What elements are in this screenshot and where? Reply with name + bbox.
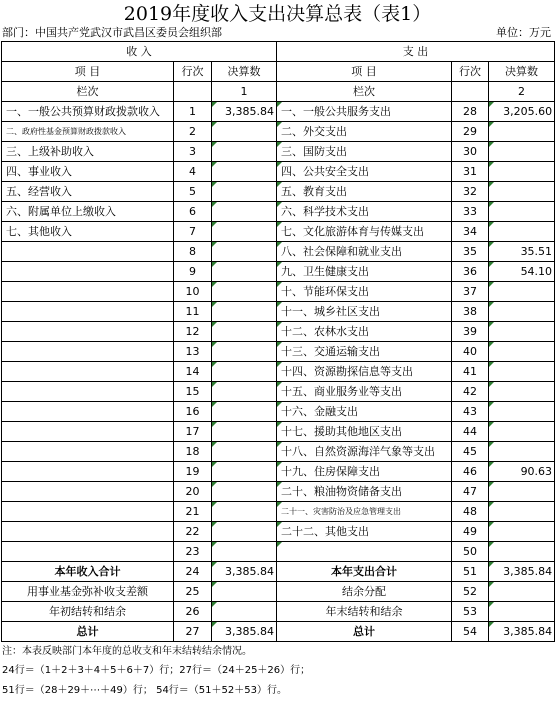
expense-amount [489, 162, 555, 182]
income-amount [212, 202, 277, 222]
expense-item: 八、社会保障和就业支出 [277, 242, 452, 262]
expense-total-amount [489, 582, 555, 602]
expense-amount-header: 决算数 [489, 62, 555, 82]
income-row-no: 15 [174, 382, 212, 402]
income-item [2, 422, 174, 442]
expense-total-amount: 3,385.84 [489, 622, 555, 642]
income-row-no: 20 [174, 482, 212, 502]
expense-item: 九、卫生健康支出 [277, 262, 452, 282]
table-row [2, 222, 555, 242]
income-item [2, 442, 174, 462]
expense-amount [489, 522, 555, 542]
expense-row-no: 45 [452, 442, 489, 462]
table-row [2, 122, 555, 142]
income-item: 二、政府性基金预算财政拨款收入 [2, 122, 174, 142]
expense-row-no: 38 [452, 302, 489, 322]
income-item: 七、其他收入 [2, 222, 174, 242]
expense-row-no: 35 [452, 242, 489, 262]
expense-rowno-header: 行次 [452, 62, 489, 82]
expense-row-no: 33 [452, 202, 489, 222]
expense-item: 七、文化旅游体育与传媒支出 [277, 222, 452, 242]
expense-row-no: 40 [452, 342, 489, 362]
income-row-no: 4 [174, 162, 212, 182]
table-row [2, 142, 555, 162]
expense-section-header: 支 出 [277, 42, 555, 62]
income-item [2, 522, 174, 542]
income-amount [212, 362, 277, 382]
income-amount-header: 决算数 [212, 62, 277, 82]
expense-item: 二十一、灾害防治及应急管理支出 [277, 502, 452, 522]
table-row [2, 362, 555, 382]
expense-item-header: 项 目 [277, 62, 452, 82]
income-amount [212, 282, 277, 302]
expense-col-blank [452, 82, 489, 102]
expense-amount [489, 442, 555, 462]
expense-item: 二、外交支出 [277, 122, 452, 142]
table-row [2, 202, 555, 222]
income-amount [212, 222, 277, 242]
expense-item: 十六、金融支出 [277, 402, 452, 422]
income-item-header: 项 目 [2, 62, 174, 82]
income-col-index: 1 [212, 82, 277, 102]
income-amount [212, 142, 277, 162]
table-row [2, 162, 555, 182]
income-item [2, 322, 174, 342]
column-index-row [2, 82, 555, 102]
table-row [2, 482, 555, 502]
income-item [2, 462, 174, 482]
expense-row-no: 43 [452, 402, 489, 422]
expense-amount: 3,205.60 [489, 102, 555, 122]
income-item [2, 362, 174, 382]
budget-table [1, 41, 555, 642]
expense-item: 二十二、其他支出 [277, 522, 452, 542]
expense-row-no: 29 [452, 122, 489, 142]
income-total-row-no: 24 [174, 562, 212, 582]
income-item: 四、事业收入 [2, 162, 174, 182]
income-total-label: 用事业基金弥补收支差额 [2, 582, 174, 602]
income-amount [212, 522, 277, 542]
expense-amount: 35.51 [489, 242, 555, 262]
income-item [2, 242, 174, 262]
expense-row-no: 44 [452, 422, 489, 442]
expense-total-row-no: 53 [452, 602, 489, 622]
income-item: 五、经营收入 [2, 182, 174, 202]
expense-total-row-no: 52 [452, 582, 489, 602]
income-row-no: 10 [174, 282, 212, 302]
expense-row-no: 50 [452, 542, 489, 562]
table-row [2, 182, 555, 202]
income-total-amount: 3,385.84 [212, 562, 277, 582]
expense-item: 四、公共安全支出 [277, 162, 452, 182]
table-row [2, 342, 555, 362]
expense-item [277, 542, 452, 562]
expense-item: 一、一般公共服务支出 [277, 102, 452, 122]
expense-item: 十四、资源勘探信息等支出 [277, 362, 452, 382]
expense-item: 十三、交通运输支出 [277, 342, 452, 362]
table-row [2, 382, 555, 402]
income-row-no: 9 [174, 262, 212, 282]
expense-row-no: 34 [452, 222, 489, 242]
expense-amount: 90.63 [489, 462, 555, 482]
income-amount [212, 322, 277, 342]
income-item [2, 302, 174, 322]
income-amount [212, 482, 277, 502]
expense-item: 十九、住房保障支出 [277, 462, 452, 482]
department-label: 部门：中国共产党武汉市武昌区委员会组织部 [2, 26, 222, 39]
expense-row-no: 41 [452, 362, 489, 382]
expense-item: 六、科学技术支出 [277, 202, 452, 222]
expense-amount [489, 182, 555, 202]
expense-total-row-no: 54 [452, 622, 489, 642]
income-row-no: 2 [174, 122, 212, 142]
table-row [2, 422, 555, 442]
expense-row-no: 28 [452, 102, 489, 122]
table-row [2, 102, 555, 122]
expense-amount [489, 502, 555, 522]
expense-amount [489, 222, 555, 242]
income-item [2, 482, 174, 502]
expense-row-no: 42 [452, 382, 489, 402]
expense-row-no: 37 [452, 282, 489, 302]
expense-amount: 54.10 [489, 262, 555, 282]
income-item [2, 502, 174, 522]
income-row-no: 19 [174, 462, 212, 482]
income-amount [212, 502, 277, 522]
table-row [2, 242, 555, 262]
income-row-no: 11 [174, 302, 212, 322]
expense-item: 十二、农林水支出 [277, 322, 452, 342]
expense-total-amount [489, 602, 555, 622]
income-amount [212, 462, 277, 482]
table-row [2, 402, 555, 422]
expense-total-row-no: 51 [452, 562, 489, 582]
income-amount [212, 442, 277, 462]
expense-total-label: 年末结转和结余 [277, 602, 452, 622]
report-title: 2019年度收入支出决算总表（表1） [123, 3, 432, 25]
income-total-row-no: 27 [174, 622, 212, 642]
expense-item: 十七、援助其他地区支出 [277, 422, 452, 442]
income-amount: 3,385.84 [212, 102, 277, 122]
income-row-no: 3 [174, 142, 212, 162]
income-col-blank [174, 82, 212, 102]
expense-amount [489, 122, 555, 142]
income-row-no: 12 [174, 322, 212, 342]
income-row-no: 5 [174, 182, 212, 202]
table-row [2, 442, 555, 462]
unit-label: 单位：万元 [496, 26, 551, 39]
table-row [2, 262, 555, 282]
income-total-amount [212, 602, 277, 622]
expense-amount [489, 362, 555, 382]
note-line-2: 24行＝（1＋2＋3＋4＋5＋6＋7）行；27行＝（24＋25＋26）行； [2, 665, 311, 676]
income-row-no: 23 [174, 542, 212, 562]
expense-amount [489, 342, 555, 362]
expense-item: 三、国防支出 [277, 142, 452, 162]
income-row-no: 6 [174, 202, 212, 222]
total-row [2, 582, 555, 602]
expense-amount [489, 282, 555, 302]
expense-amount [489, 482, 555, 502]
income-amount [212, 182, 277, 202]
income-total-label: 总计 [2, 622, 174, 642]
expense-row-no: 31 [452, 162, 489, 182]
income-item [2, 262, 174, 282]
expense-amount [489, 402, 555, 422]
table-row [2, 502, 555, 522]
income-row-no: 13 [174, 342, 212, 362]
table-row [2, 322, 555, 342]
expense-item: 十八、自然资源海洋气象等支出 [277, 442, 452, 462]
income-row-no: 21 [174, 502, 212, 522]
expense-row-no: 46 [452, 462, 489, 482]
income-item: 六、附属单位上缴收入 [2, 202, 174, 222]
income-amount [212, 422, 277, 442]
income-item: 三、上级补助收入 [2, 142, 174, 162]
expense-amount [489, 542, 555, 562]
income-item [2, 382, 174, 402]
expense-row-no: 49 [452, 522, 489, 542]
income-amount [212, 382, 277, 402]
expense-row-no: 47 [452, 482, 489, 502]
expense-amount [489, 382, 555, 402]
column-header-row [2, 62, 555, 82]
income-item [2, 282, 174, 302]
income-total-label: 本年收入合计 [2, 562, 174, 582]
total-row [2, 622, 555, 642]
expense-row-no: 36 [452, 262, 489, 282]
expense-total-amount: 3,385.84 [489, 562, 555, 582]
expense-item: 二十、粮油物资储备支出 [277, 482, 452, 502]
expense-row-no: 48 [452, 502, 489, 522]
note-line-1: 注：本表反映部门本年度的总收支和年末结转结余情况。 [2, 646, 252, 657]
income-row-no: 17 [174, 422, 212, 442]
income-section-header: 收 入 [2, 42, 277, 62]
total-row [2, 562, 555, 582]
income-row-no: 16 [174, 402, 212, 422]
income-amount [212, 162, 277, 182]
expense-col-label: 栏次 [277, 82, 452, 102]
expense-item: 十一、城乡社区支出 [277, 302, 452, 322]
expense-item: 十、节能环保支出 [277, 282, 452, 302]
income-row-no: 1 [174, 102, 212, 122]
expense-amount [489, 142, 555, 162]
income-total-row-no: 25 [174, 582, 212, 602]
income-item [2, 542, 174, 562]
expense-col-index: 2 [489, 82, 555, 102]
note-line-3: 51行＝（28＋29＋⋯＋49）行； 54行＝（51＋52＋53）行。 [2, 685, 287, 696]
income-amount [212, 262, 277, 282]
table-row [2, 302, 555, 322]
income-row-no: 18 [174, 442, 212, 462]
table-row [2, 462, 555, 482]
income-rowno-header: 行次 [174, 62, 212, 82]
income-row-no: 22 [174, 522, 212, 542]
expense-amount [489, 322, 555, 342]
income-amount [212, 122, 277, 142]
table-row [2, 542, 555, 562]
income-amount [212, 302, 277, 322]
table-row [2, 282, 555, 302]
expense-row-no: 39 [452, 322, 489, 342]
income-row-no: 14 [174, 362, 212, 382]
expense-amount [489, 202, 555, 222]
income-amount [212, 242, 277, 262]
expense-total-label: 总计 [277, 622, 452, 642]
income-item [2, 402, 174, 422]
income-amount [212, 342, 277, 362]
expense-row-no: 30 [452, 142, 489, 162]
income-total-row-no: 26 [174, 602, 212, 622]
table-row [2, 522, 555, 542]
income-amount [212, 542, 277, 562]
income-col-label: 栏次 [2, 82, 174, 102]
income-total-amount [212, 582, 277, 602]
income-total-label: 年初结转和结余 [2, 602, 174, 622]
income-row-no: 8 [174, 242, 212, 262]
income-total-amount: 3,385.84 [212, 622, 277, 642]
income-item: 一、一般公共预算财政拨款收入 [2, 102, 174, 122]
income-item [2, 342, 174, 362]
expense-item: 十五、商业服务业等支出 [277, 382, 452, 402]
expense-item: 五、教育支出 [277, 182, 452, 202]
total-row [2, 602, 555, 622]
expense-amount [489, 302, 555, 322]
expense-total-label: 结余分配 [277, 582, 452, 602]
expense-amount [489, 422, 555, 442]
section-header-row [2, 42, 555, 62]
income-row-no: 7 [174, 222, 212, 242]
income-amount [212, 402, 277, 422]
expense-total-label: 本年支出合计 [277, 562, 452, 582]
expense-row-no: 32 [452, 182, 489, 202]
